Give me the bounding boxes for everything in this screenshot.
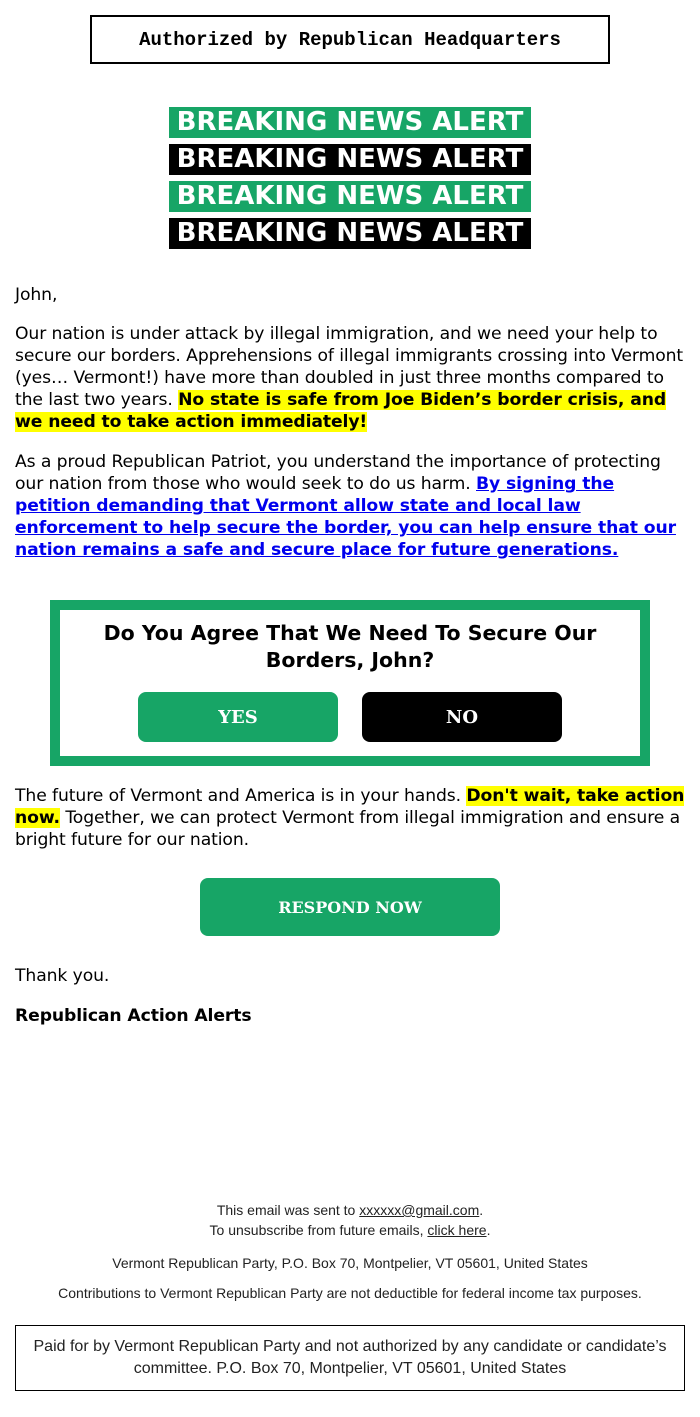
tax-disclaimer: Contributions to Vermont Republican Party are not deductible for federal income tax purposes. <box>58 1285 642 1301</box>
breaking-news-alert: BREAKING NEWS ALERT <box>169 107 531 138</box>
breaking-news-alert: BREAKING NEWS ALERT <box>169 218 531 249</box>
unsubscribe-prefix: To unsubscribe from future emails, <box>209 1222 428 1238</box>
no-label: NO <box>445 706 479 728</box>
respond-now-label: RESPOND NOW <box>278 897 422 917</box>
breaking-news-alert: BREAKING NEWS ALERT <box>169 144 531 175</box>
mailing-address: Vermont Republican Party, P.O. Box 70, Montpelier, VT 05601, United States <box>112 1255 588 1271</box>
paid-for-disclaimer <box>15 1325 685 1391</box>
sent-prefix: This email was sent to <box>216 1202 360 1218</box>
paragraph-patriot-text: As a proud Republican Patriot, you understand the importance of protecting our nation from those who would seek to do us harm. <box>15 452 661 494</box>
poll-question: Do You Agree That We Need To Secure Our Borders, John? <box>103 621 597 672</box>
yes-button[interactable] <box>138 692 338 742</box>
thank-you: Thank you. <box>15 966 110 986</box>
highlight-dont-wait: Don't wait, take action now. <box>15 786 685 828</box>
breaking-news-alert: BREAKING NEWS ALERT <box>169 181 531 212</box>
signature: Republican Action Alerts <box>15 1006 252 1026</box>
poll-box <box>50 600 650 766</box>
paragraph-attack-text: Our nation is under attack by illegal immigration, and we need your help to secure our borders. Apprehensions of illegal immigrants crossing into Vermont (yes… Vermont!) have more than doubled in just three months compared to the last two years. <box>15 324 684 410</box>
petition-link[interactable]: By signing the petition demanding that Vermont allow state and local law enforcement to help secure the border, you can help ensure that our nation remains a safe and secure place for future generations. <box>15 474 676 560</box>
sent-suffix: . <box>479 1202 484 1218</box>
highlight-no-state-safe: No state is safe from Joe Biden’s border crisis, and we need to take action immediately! <box>15 390 667 432</box>
no-button[interactable] <box>362 692 562 742</box>
authorization-text: Authorized by Republican Headquarters <box>139 28 561 51</box>
unsubscribe-link[interactable]: click here <box>427 1222 487 1238</box>
paragraph-patriot <box>15 451 685 561</box>
recipient-email-link[interactable]: xxxxxx@gmail.com <box>359 1202 480 1218</box>
greeting: John, <box>15 285 58 305</box>
paid-for-text: Paid for by Vermont Republican Party and not authorized by any candidate or candidate’s committee. P.O. Box 70, Montpelier, VT 05601, United States <box>33 1338 667 1377</box>
paragraph-future <box>15 785 685 851</box>
authorization-banner <box>90 15 610 64</box>
yes-label: YES <box>218 706 258 728</box>
unsubscribe-line <box>0 1220 700 1240</box>
unsubscribe-suffix: . <box>486 1222 491 1238</box>
paragraph-future-text-after: Together, we can protect Vermont from illegal immigration and ensure a bright future for our nation. <box>15 808 681 850</box>
sent-to-line <box>0 1200 700 1220</box>
breaking-news-stack <box>0 107 700 255</box>
paragraph-future-text: The future of Vermont and America is in your hands. <box>15 786 467 806</box>
respond-now-button[interactable] <box>200 878 500 936</box>
paragraph-attack <box>15 323 685 433</box>
